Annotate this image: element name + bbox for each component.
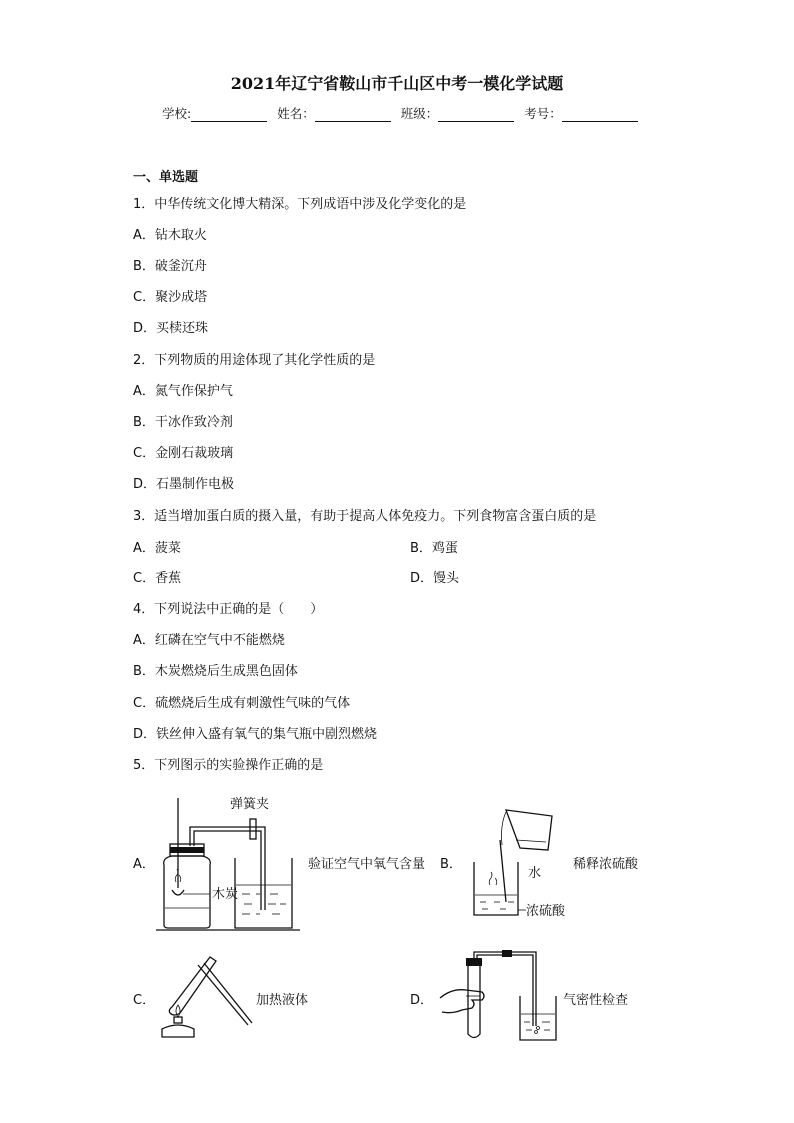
q1-option-c: C．聚沙成塔 — [133, 290, 208, 305]
label-spring-clip: 弹簧夹 — [230, 797, 270, 812]
q3-option-d: D．馒头 — [410, 571, 460, 586]
q3-option-c: C．香蕉 — [133, 571, 182, 586]
label-conc-acid: 浓硫酸 — [526, 904, 566, 919]
name-blank[interactable] — [315, 109, 391, 122]
question-1-stem: 1．中华传统文化博大精深。下列成语中涉及化学变化的是 — [133, 197, 467, 212]
question-5-stem: 5．下列图示的实验操作正确的是 — [133, 758, 324, 773]
class-blank[interactable] — [438, 109, 514, 122]
q4-option-d: D．铁丝伸入盛有氧气的集气瓶中剧烈燃烧 — [133, 727, 378, 742]
q1-option-a: A．钻木取火 — [133, 228, 207, 243]
q4-option-c: C．硫燃烧后生成有刺激性气味的气体 — [133, 696, 351, 711]
q3-option-b: B．鸡蛋 — [410, 541, 458, 556]
heating-liquid-figure — [150, 945, 255, 1045]
name-label: 姓名： — [277, 106, 315, 121]
student-info-line — [162, 104, 644, 122]
q2-option-a: A．氮气作保护气 — [133, 384, 233, 399]
q5-option-b-letter: B． — [440, 857, 462, 872]
q5-option-c-caption: 加热液体 — [256, 993, 309, 1008]
exam-no-label: 考号： — [524, 106, 562, 121]
label-charcoal: 木炭 — [212, 887, 239, 902]
q5-option-c-letter: C． — [133, 993, 156, 1008]
q2-option-d: D．石墨制作电极 — [133, 477, 235, 492]
school-blank[interactable] — [191, 109, 267, 122]
q5-option-a-caption: 验证空气中氧气含量 — [308, 857, 426, 872]
q5-option-a-letter: A． — [133, 857, 155, 872]
q1-option-b: B．破釜沉舟 — [133, 259, 207, 274]
question-4-stem: 4．下列说法中正确的是（ ） — [133, 602, 324, 617]
airtightness-check-figure — [432, 948, 562, 1043]
q4-option-b: B．木炭燃烧后生成黑色固体 — [133, 664, 298, 679]
q5-option-b-caption: 稀释浓硫酸 — [573, 857, 639, 872]
class-label: 班级： — [400, 106, 439, 121]
q5-option-d-caption: 气密性检查 — [563, 993, 629, 1008]
q2-option-b: B．干冰作致冷剂 — [133, 415, 233, 430]
school-label: 学校: — [162, 106, 192, 121]
section-heading: 一、单选题 — [133, 170, 199, 185]
q4-option-a: A．红磷在空气中不能燃烧 — [133, 633, 285, 648]
question-3-stem: 3．适当增加蛋白质的摄入量，有助于提高人体免疫力。下列食物富含蛋白质的是 — [133, 509, 597, 524]
q5-option-d-letter: D． — [410, 993, 434, 1008]
oxygen-content-apparatus-figure — [150, 790, 310, 935]
q2-option-c: C．金刚石裁玻璃 — [133, 446, 234, 461]
page-title: 2021年辽宁省鞍山市千山区中考一模化学试题 — [230, 74, 564, 93]
q1-option-d: D．买椟还珠 — [133, 321, 209, 336]
label-water: 水 — [528, 866, 542, 881]
question-2-stem: 2．下列物质的用途体现了其化学性质的是 — [133, 353, 376, 368]
q3-option-a: A．菠菜 — [133, 541, 181, 556]
exam-no-blank[interactable] — [562, 109, 638, 122]
